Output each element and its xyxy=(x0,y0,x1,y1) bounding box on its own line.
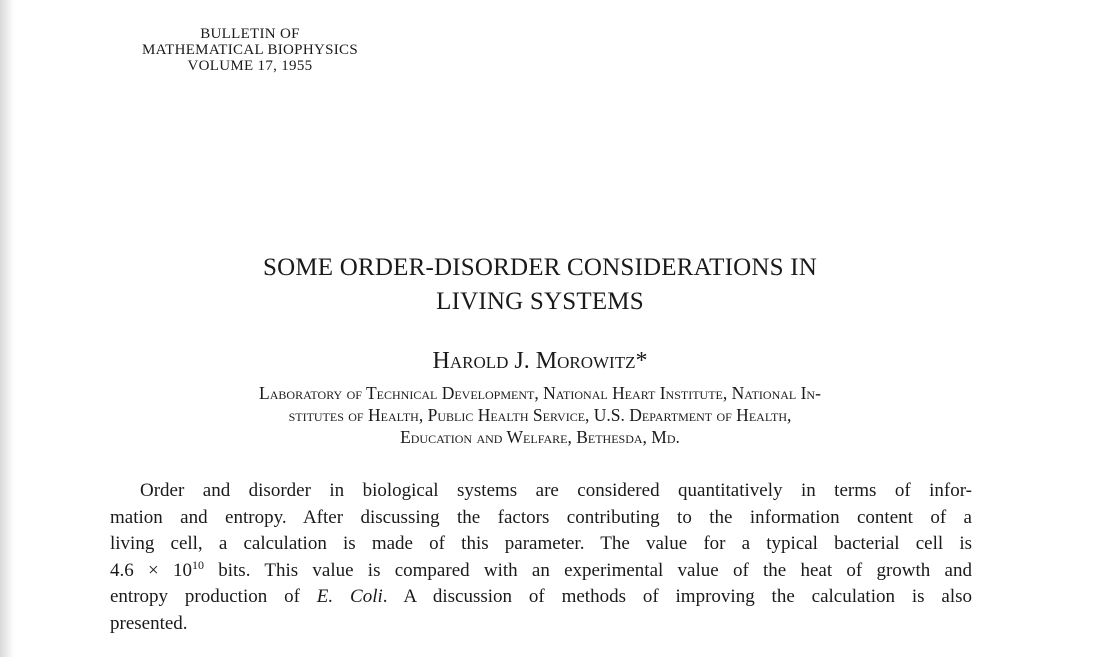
journal-volume: VOLUME 17, 1955 xyxy=(187,58,313,74)
affiliation-line-2: stitutes of Health, Public Health Service, U.S. Department of Health, xyxy=(288,405,792,425)
abstract-line-4-start: 4.6 × 10 xyxy=(110,559,192,581)
author-affiliation xyxy=(120,382,960,448)
affiliation-line-3: Education and Welfare, Bethesda, Md. xyxy=(400,427,680,447)
abstract-line-5-start: entropy production of xyxy=(110,586,317,607)
abstract-line-1: Order and disorder in biological systems are considered quantitatively in terms of infor- xyxy=(140,480,972,501)
journal-header xyxy=(100,26,400,74)
page-edge-shadow xyxy=(0,0,14,657)
affiliation-line-1: Laboratory of Technical Development, National Heart Institute, National In- xyxy=(259,383,821,403)
journal-name-line-2: MATHEMATICAL BIOPHYSICS xyxy=(142,42,358,58)
exponent: 10 xyxy=(191,557,204,572)
journal-name-line-1: BULLETIN OF xyxy=(200,26,300,42)
paper-title-line-1: SOME ORDER-DISORDER CONSIDERATIONS IN xyxy=(263,254,817,281)
abstract-line-6: presented. xyxy=(110,612,188,634)
abstract-line-4 xyxy=(110,558,972,585)
abstract-line-5 xyxy=(110,584,972,611)
abstract-line-4-end: bits. This value is compared with an experimental value of the heat of growth and xyxy=(203,559,972,581)
paper-title-line-2: LIVING SYSTEMS xyxy=(436,288,644,315)
organism-name: E. Coli xyxy=(316,586,383,607)
author-name: Harold J. Morowitz* xyxy=(432,348,648,374)
abstract xyxy=(110,478,972,637)
paper-title xyxy=(140,251,940,319)
abstract-line-2: mation and entropy. After discussing the factors contributing to the information content of a xyxy=(110,506,972,528)
abstract-line-5-end: . A discussion of methods of improving the calculation is also xyxy=(382,586,972,607)
abstract-line-3: living cell, a calculation is made of this parameter. The value for a typical bacterial cell is xyxy=(110,533,972,554)
